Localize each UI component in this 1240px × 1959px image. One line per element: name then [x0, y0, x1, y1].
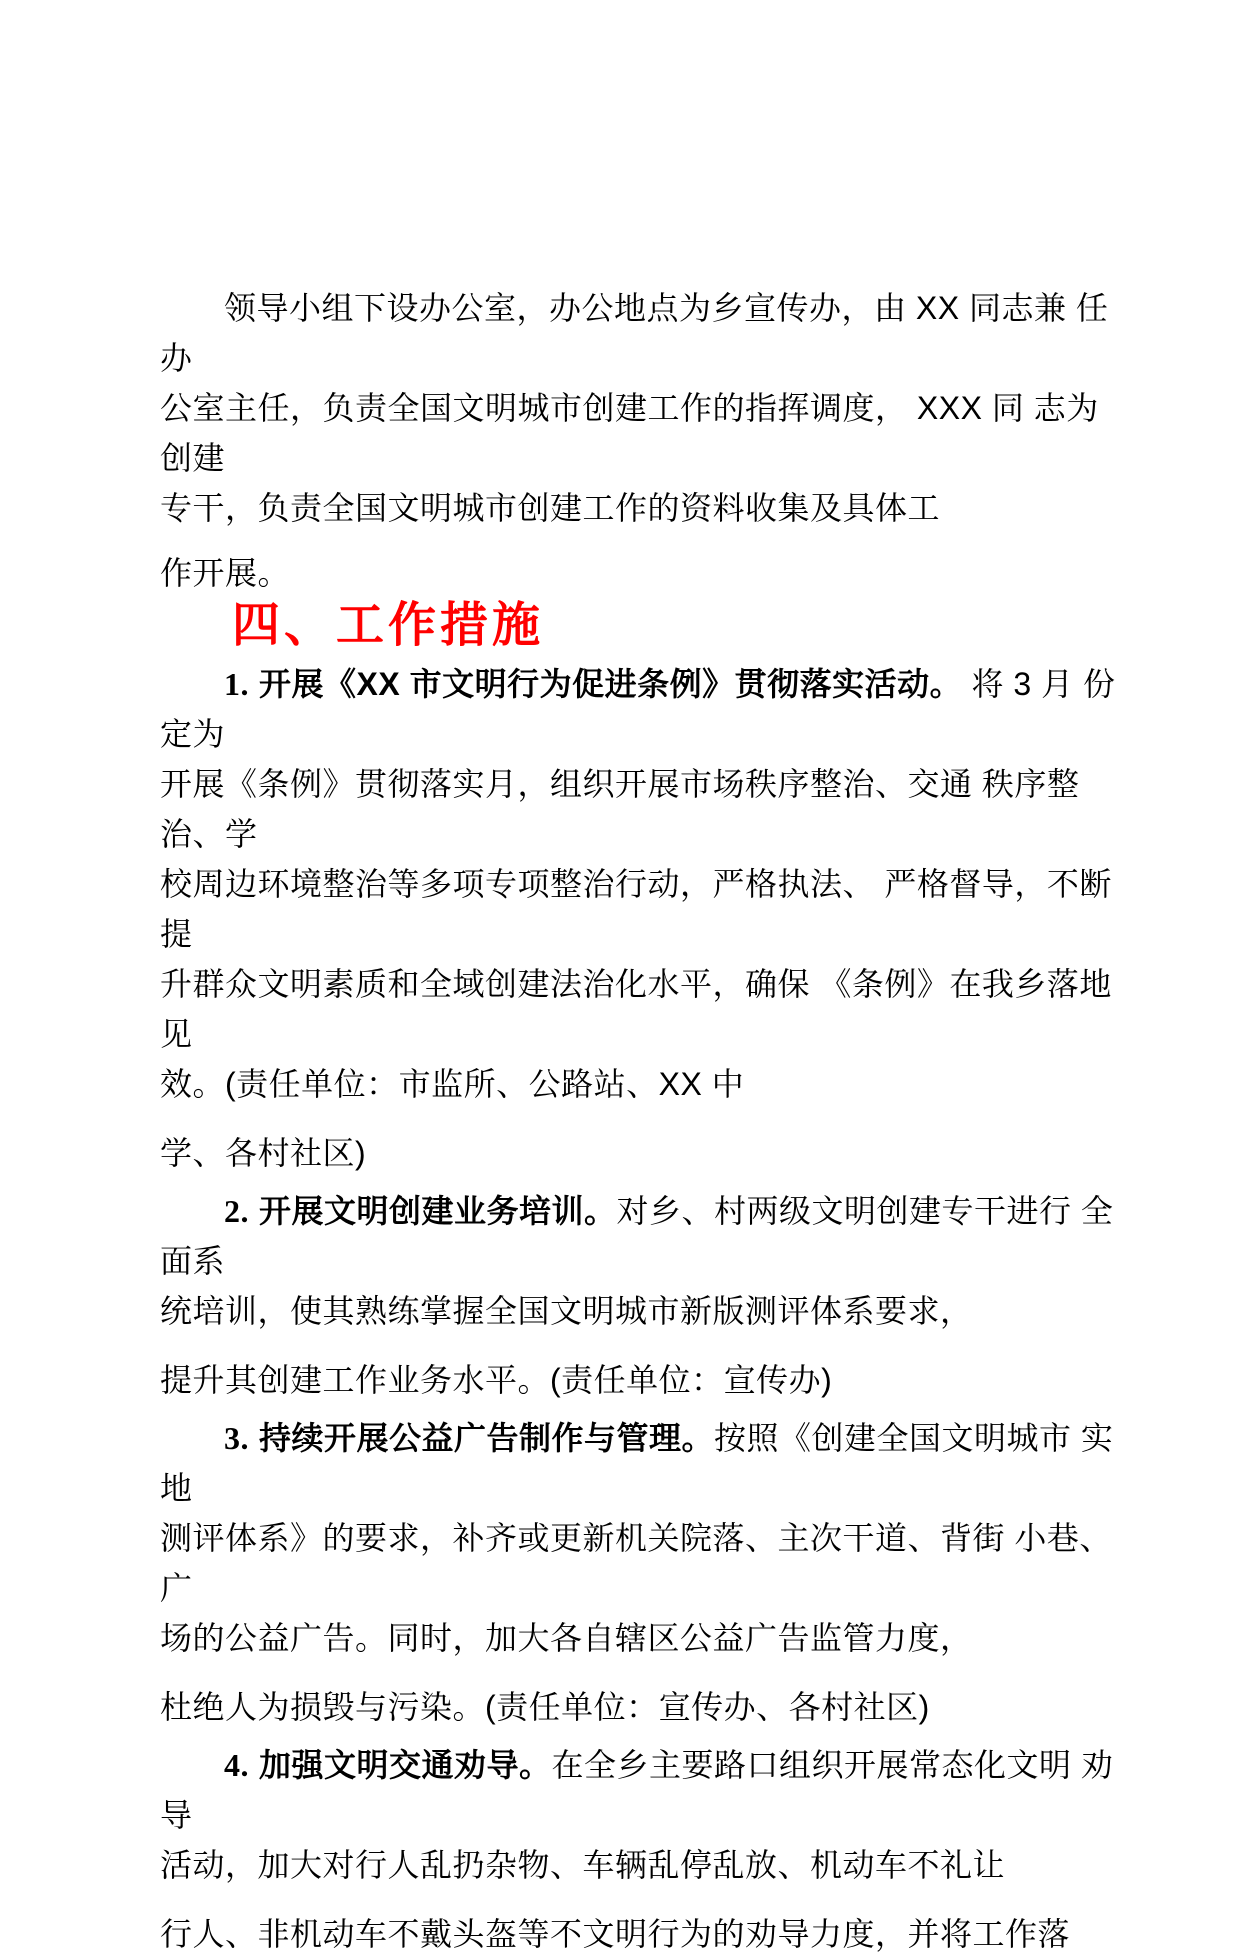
text-line: 学、各村社区): [160, 1135, 367, 1171]
item-lead-line: [160, 659, 1120, 759]
section-heading: 四、工作措施: [232, 599, 545, 652]
item-lead-rest: 将 3 月 份定为: [160, 666, 1116, 752]
text-line: 提升其创建工作业务水平。(责任单位：宣传办): [160, 1362, 833, 1398]
item-lead-rest: 在全乡主要路口组织开展常态化文明 劝导: [160, 1747, 1114, 1833]
item-number: 1.: [224, 666, 249, 702]
text-line: 统培训，使其熟练掌握全国文明城市新版测评体系要求，: [160, 1293, 973, 1329]
text-line: 开展《条例》贯彻落实月，组织开展市场秩序整治、交通 秩序整治、学: [160, 766, 1080, 852]
text-line: 效。(责任单位：市监所、公路站、XX 中: [160, 1066, 745, 1102]
item-title: 开展文明创建业务培训。: [259, 1193, 617, 1229]
text-line: 升群众文明素质和全域创建法治化水平，确保 《条例》在我乡落地见: [160, 966, 1112, 1052]
item-title: 开展《XX 市文明行为促进条例》贯彻落实活动。: [259, 666, 963, 702]
text-line: 杜绝人为损毁与污染。(责任单位：宣传办、各村社区): [160, 1689, 930, 1725]
item-number: 3.: [224, 1420, 249, 1456]
text-line: 场的公益广告。同时，加大各自辖区公益广告监管力度，: [160, 1620, 973, 1656]
text-line: 作开展。: [160, 555, 291, 591]
text-line: 领导小组下设办公室，办公地点为乡宣传办，由 XX 同志兼 任办: [160, 290, 1109, 376]
item-number: 4.: [224, 1747, 249, 1783]
item-lead-line: [160, 1413, 1120, 1513]
text-line: 测评体系》的要求，补齐或更新机关院落、主次干道、背街 小巷、广: [160, 1520, 1112, 1606]
text-line: 行人、非机动车不戴头盔等不文明行为的劝导力度，并将工作落: [160, 1916, 1071, 1952]
item-title: 加强文明交通劝导。: [259, 1747, 552, 1783]
item-lead-rest: 按照《创建全国文明城市 实地: [160, 1420, 1114, 1506]
item-lead-rest: 对乡、村两级文明创建专干进行 全面系: [160, 1193, 1114, 1279]
text-line: 专干，负责全国文明城市创建工作的资料收集及具体工: [160, 490, 941, 526]
text-line: 校周边环境整治等多项专项整治行动，严格执法、 严格督导，不断提: [160, 866, 1112, 952]
item-lead-line: [160, 1186, 1120, 1286]
text-line: 公室主任，负责全国文明城市创建工作的指挥调度， XXX 同 志为创建: [160, 390, 1099, 476]
item-lead-line: [160, 1740, 1120, 1840]
item-number: 2.: [224, 1193, 249, 1229]
text-line: 活动，加大对行人乱扔杂物、车辆乱停乱放、机动车不礼让: [160, 1847, 1006, 1883]
item-title: 持续开展公益广告制作与管理。: [259, 1420, 715, 1456]
